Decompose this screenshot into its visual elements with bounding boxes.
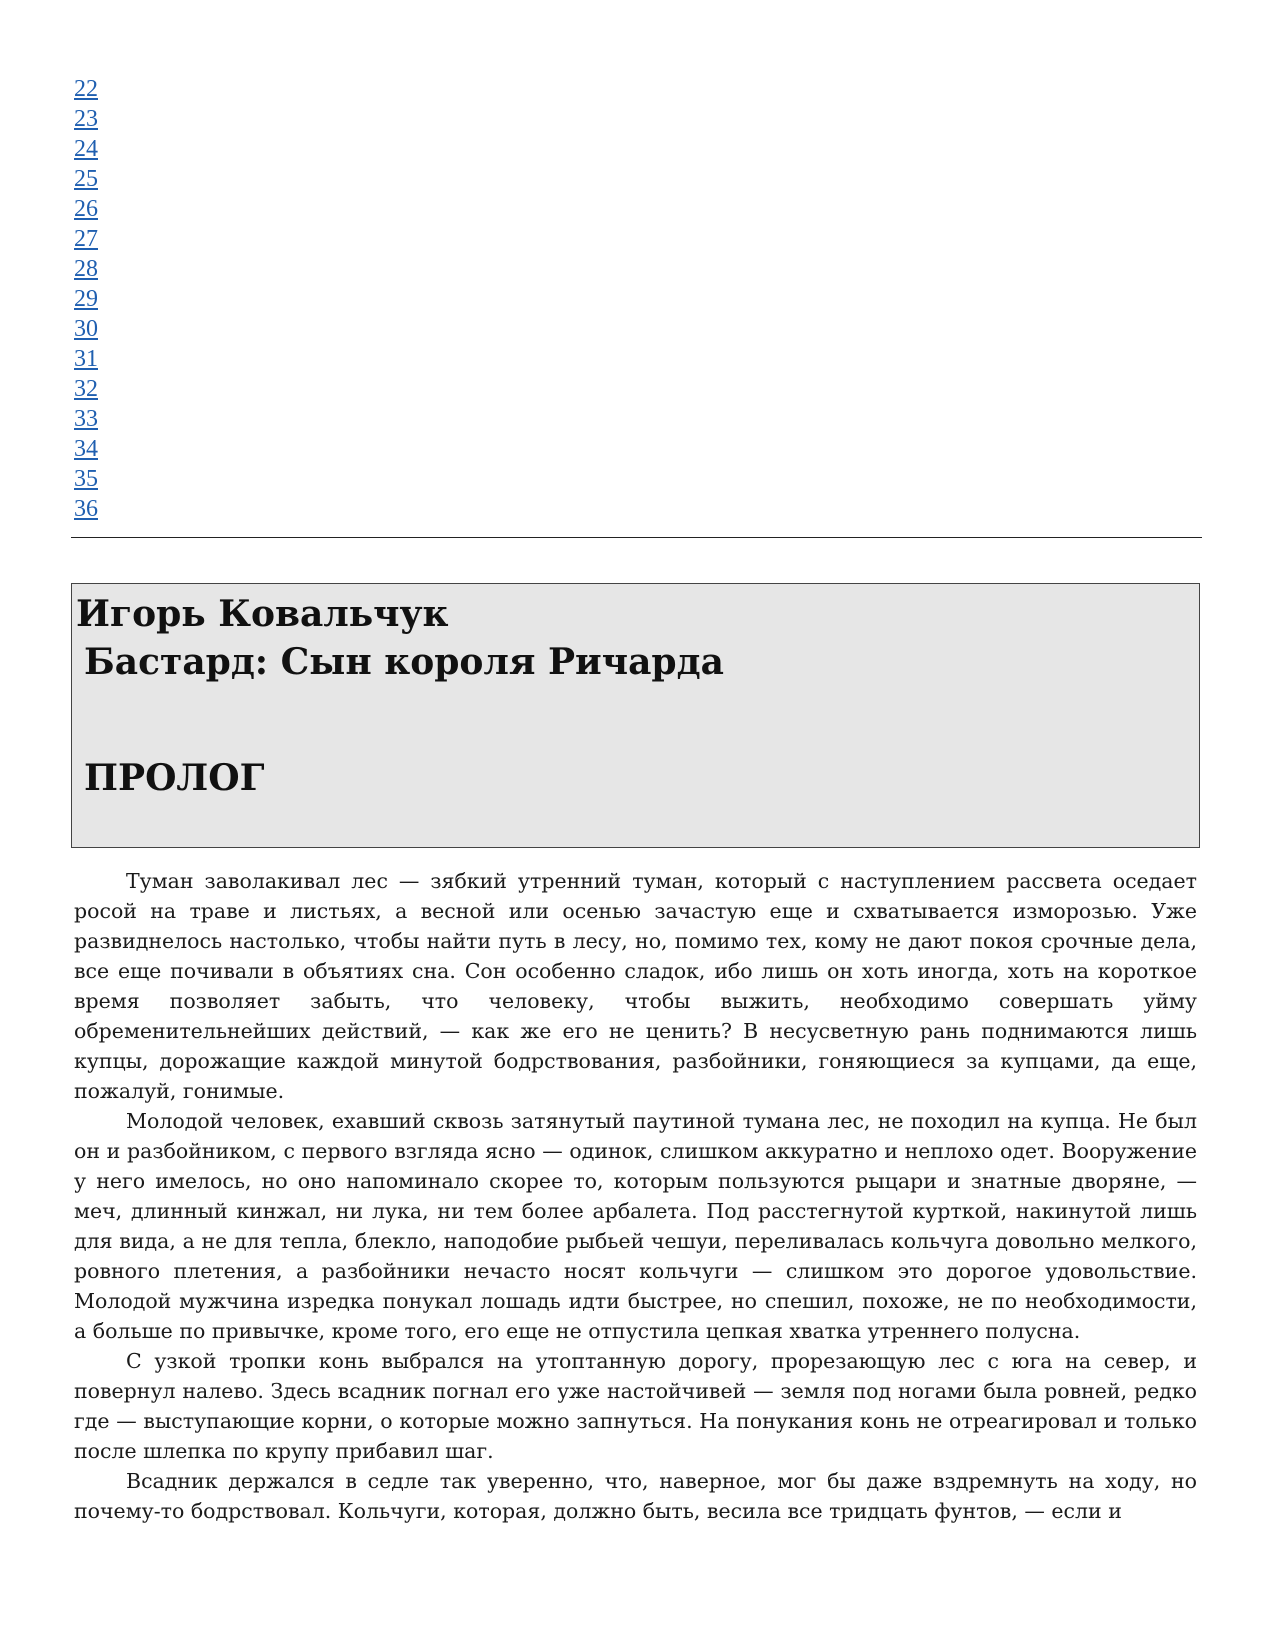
section-divider [71,537,1202,538]
toc-item [74,254,98,284]
toc-link[interactable]: 24 [74,136,98,162]
table-of-contents [74,74,98,524]
body-text [74,866,1197,1526]
toc-link[interactable]: 26 [74,196,98,222]
toc-link[interactable]: 29 [74,286,98,312]
toc-item [74,134,98,164]
paragraph: С узкой тропки конь выбрался на утоптанную дорогу, прорезающую лес с юга на север, и повернул налево. Здесь всадник погнал его уже настойчивей — земля под ногами была ровней, редко где — выступающие корни, о которые можно запнуться. На понукания конь не отреагировал и только после шлепка по крупу прибавил шаг. [74,1349,1197,1463]
toc-link[interactable]: 23 [74,106,98,132]
toc-link[interactable]: 28 [74,256,98,282]
toc-item [74,104,98,134]
toc-item [74,434,98,464]
toc-link[interactable]: 36 [74,496,98,522]
toc-item [74,374,98,404]
toc-link[interactable]: 33 [74,406,98,432]
toc-item [74,494,98,524]
author-name: Игорь Ковальчук [76,593,449,635]
toc-item [74,194,98,224]
toc-link[interactable]: 30 [74,316,98,342]
toc-link[interactable]: 31 [74,346,98,372]
toc-item [74,224,98,254]
toc-link[interactable]: 25 [74,166,98,192]
toc-item [74,404,98,434]
toc-link[interactable]: 27 [74,226,98,252]
paragraph: Молодой человек, ехавший сквозь затянутый паутиной тумана лес, не походил на купца. Не был он и разбойником, с первого взгляда ясно — одинок, слишком аккуратно и неплохо одет. Вооружение у него имелось, но оно напоминало скорее то, которым пользуются рыцари и знатные дворяне, — меч, длинный кинжал, ни лука, ни тем более арбалета. Под расстегнутой курткой, накинутой лишь для вида, а не для тепла, блекло, наподобие рыбьей чешуи, переливалась кольчуга довольно мелкого, ровного плетения, а разбойники нечасто носят кольчуги — слишком это дорогое удовольствие. Молодой мужчина изредка понукал лошадь идти быстрее, но спешил, похоже, не по необходимости, а больше по привычке, кроме того, его еще не отпустила цепкая хватка утреннего полусна. [74,1109,1197,1343]
toc-item [74,164,98,194]
chapter-title: ПРОЛОГ [84,757,265,799]
title-block [71,583,1200,848]
toc-link[interactable]: 22 [74,76,98,102]
toc-item [74,464,98,494]
toc-link[interactable]: 35 [74,466,98,492]
paragraph: Туман заволакивал лес — зябкий утренний туман, который с наступлением рассвета оседает росой на траве и листьях, а весной или осенью зачастую еще и схватывается изморозью. Уже развиднелось настолько, чтобы найти путь в лесу, но, помимо тех, кому не дают покоя срочные дела, все еще почивали в объятиях сна. Сон особенно сладок, ибо лишь он хоть иногда, хоть на короткое время позволяет забыть, что человеку, чтобы выжить, необходимо совершать уйму обременительнейших действий, — как же его не ценить? В несусветную рань поднимаются лишь купцы, дорожащие каждой минутой бодрствования, разбойники, гоняющиеся за купцами, да еще, пожалуй, гонимые. [74,869,1197,1103]
paragraph: Всадник держался в седле так уверенно, что, наверное, мог бы даже вздремнуть на ходу, но почему-то бодрствовал. Кольчуги, которая, должно быть, весила все тридцать фунтов, — если и [74,1469,1197,1523]
book-title: Бастард: Сын короля Ричарда [84,641,724,683]
toc-item [74,284,98,314]
toc-item [74,74,98,104]
toc-link[interactable]: 34 [74,436,98,462]
toc-item [74,344,98,374]
toc-link[interactable]: 32 [74,376,98,402]
toc-item [74,314,98,344]
